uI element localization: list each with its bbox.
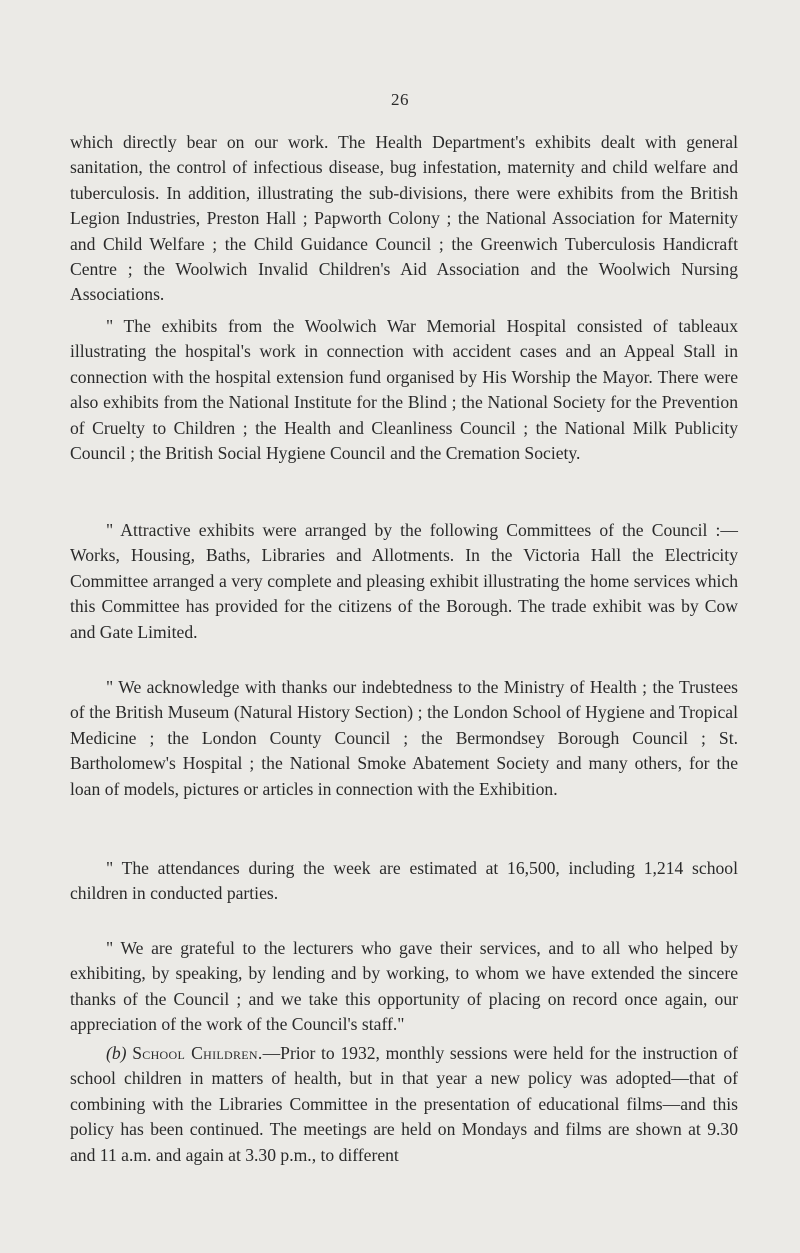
paragraph-hospital-exhibits: " The exhibits from the Woolwich War Memorial Hospital consisted of tableaux illustrating the hospital's work in connection with accident cases and an Appeal Stall in connection with the hospital extension fund organised by His Worship the Mayor. There were also exhibits from the National Institute for the Blind ; the National Society for the Prevention of Cruelty to Children ; the Health and Cleanliness Council ; the National Milk Publicity Council ; the British Social Hygiene Council and the Cremation Society. [70,316,738,464]
paragraph-attendances: " The attendances during the week are estimated at 16,500, including 1,214 school children in conducted parties. [70,858,738,904]
page-number: 26 [391,90,409,109]
section-label: (b) [106,1043,127,1063]
section-text: —Prior to 1932, monthly sessions were held for the instruction of school children in matters of health, but in that year a new policy was adopted—that of combining with the Libraries Committee in the presentation of educational films—and this policy has been continued. The meetings are held on Mondays and films are shown at 9.30 and 11 a.m. and again at 3.30 p.m., to different [70,1043,738,1165]
paragraph-acknowledgements: " We acknowledge with thanks our indebtedness to the Ministry of Health ; the Trustees of the British Museum (Natural History Section) ; the London School of Hygiene and Tropical Medicine ; the London County Council ; the Bermondsey Borough Council ; St. Bartholomew's Hospital ; the National Smoke Abatement Society and many others, for the loan of models, pictures or articles in connection with the Exhibition. [70,677,738,799]
paragraph-gratitude: " We are grateful to the lecturers who gave their services, and to all who helped by exhibiting, by speaking, by lending and by working, to whom we have extended the sincere thanks of the Council ; and we take this opportunity of placing on record once again, our appreciation of the work of the Council's staff." [70,938,738,1035]
paragraph-school-children [70,1041,738,1168]
paragraph-continuation: which directly bear on our work. The Health Department's exhibits dealt with general sanitation, the control of infectious disease, bug infestation, maternity and child welfare and tuberculosis. In addition, illustrating the sub-divisions, there were exhibits from the British Legion Industries, Preston Hall ; Papworth Colony ; the National Association for Maternity and Child Welfare ; the Child Guidance Council ; the Greenwich Tuberculosis Handicraft Centre ; the Woolwich Invalid Children's Aid Association and the Woolwich Nursing Associations. [70,132,738,305]
paragraph-committee-exhibits: " Attractive exhibits were arranged by the following Committees of the Council :—Works, Housing, Baths, Libraries and Allotments. In the Victoria Hall the Electricity Committee arranged a very complete and pleasing exhibit illustrating the home services which this Committee has provided for the citizens of the Borough. The trade exhibit was by Cow and Gate Limited. [70,520,738,642]
section-heading: School Children. [132,1043,263,1063]
